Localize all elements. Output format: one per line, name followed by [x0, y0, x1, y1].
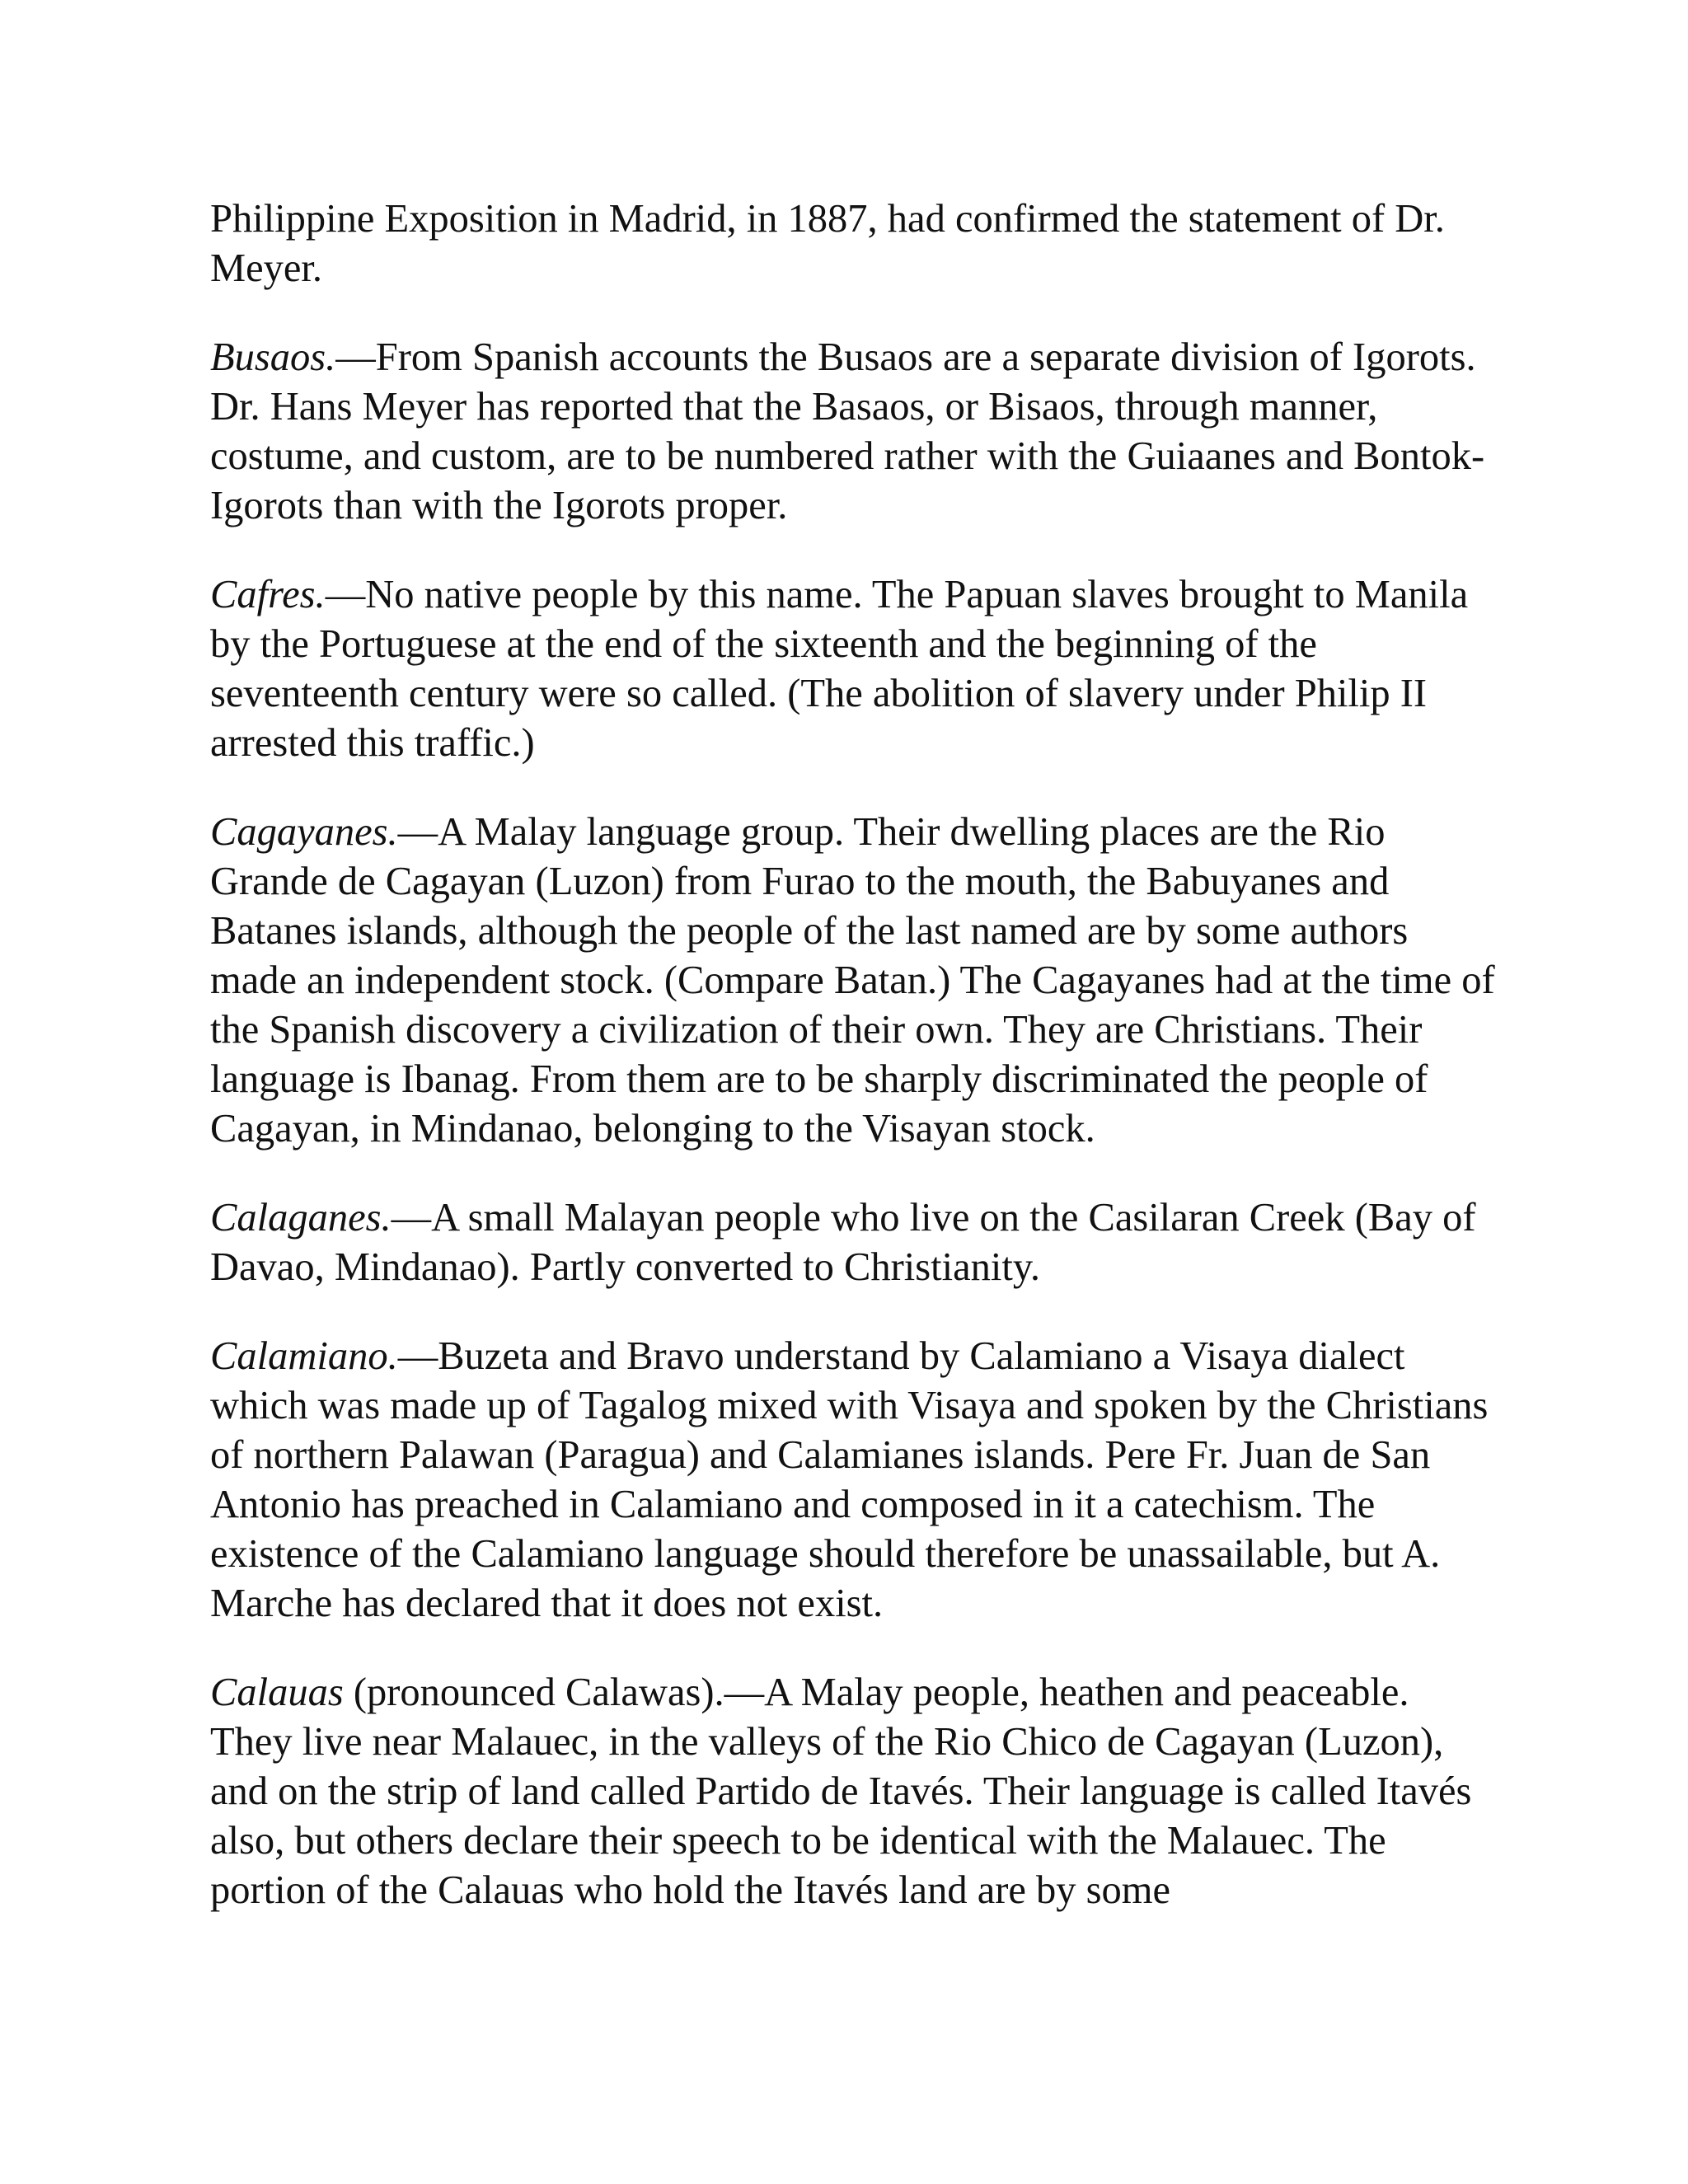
entry-text: —No native people by this name. The Papuan slaves brought to Manila by the Portuguese at the end of the sixteenth and the beginning of the seventeenth century were so called. (The abolition of slavery under Philip II arrested this traffic.): [210, 573, 1469, 765]
document-page: [210, 194, 1496, 1915]
entry-term: Calamiano.: [210, 1334, 398, 1378]
entry-term: Calaganes.: [210, 1196, 392, 1240]
entry-calauas: [210, 1668, 1496, 1915]
paragraph-text: Philippine Exposition in Madrid, in 1887, had confirmed the statement of Dr. Meyer.: [210, 197, 1445, 290]
entry-term: Cafres.: [210, 573, 326, 616]
entry-calaganes: [210, 1193, 1496, 1292]
entry-pronunciation: (pronounced Calawas).: [343, 1671, 724, 1714]
entry-term: Calauas: [210, 1671, 344, 1714]
entry-term: Busaos.: [210, 335, 336, 379]
entry-text: —A Malay language group. Their dwelling places are the Rio Grande de Cagayan (Luzon) from Furao to the mouth, the Babuyanes and Batanes islands, although the people of the last named are by some authors made an independent stock. (Compare Batan.) The Cagayanes had at the time of the Spanish discovery a civilization of their own. They are Christians. Their language is Ibanag. From them are to be sharply discriminated the people of Cagayan, in Mindanao, belonging to the Visayan stock.: [210, 810, 1495, 1151]
entry-text: —Buzeta and Bravo understand by Calamiano a Visaya dialect which was made up of Tagalog mixed with Visaya and spoken by the Christians of northern Palawan (Paragua) and Calamianes islands. Pere Fr. Juan de San Antonio has preached in Calamiano and composed in it a catechism. The existence of the Calamiano language should therefore be unassailable, but A. Marche has declared that it does not exist.: [210, 1334, 1489, 1625]
entry-text: —A small Malayan people who live on the Casilaran Creek (Bay of Davao, Mindanao). Partly converted to Christianity.: [210, 1196, 1476, 1289]
entry-text: —A Malay people, heathen and peaceable. They live near Malauec, in the valleys of the Rio Chico de Cagayan (Luzon), and on the strip of land called Partido de Itavés. Their language is called Itavés also, but others declare their speech to be identical with the Malauec. The portion of the Calauas who hold the Itavés land are by some: [210, 1671, 1472, 1912]
entry-cagayanes: [210, 808, 1496, 1154]
entry-cafres: [210, 570, 1496, 768]
entry-busaos: [210, 333, 1496, 531]
entry-term: Cagayanes.: [210, 810, 398, 854]
entry-text: —From Spanish accounts the Busaos are a separate division of Igorots. Dr. Hans Meyer has reported that the Basaos, or Bisaos, through manner, costume, and custom, are to be numbered rather with the Guiaanes and Bontok-Igorots than with the Igorots proper.: [210, 335, 1485, 527]
paragraph-exposition: [210, 194, 1496, 293]
entry-calamiano: [210, 1332, 1496, 1629]
